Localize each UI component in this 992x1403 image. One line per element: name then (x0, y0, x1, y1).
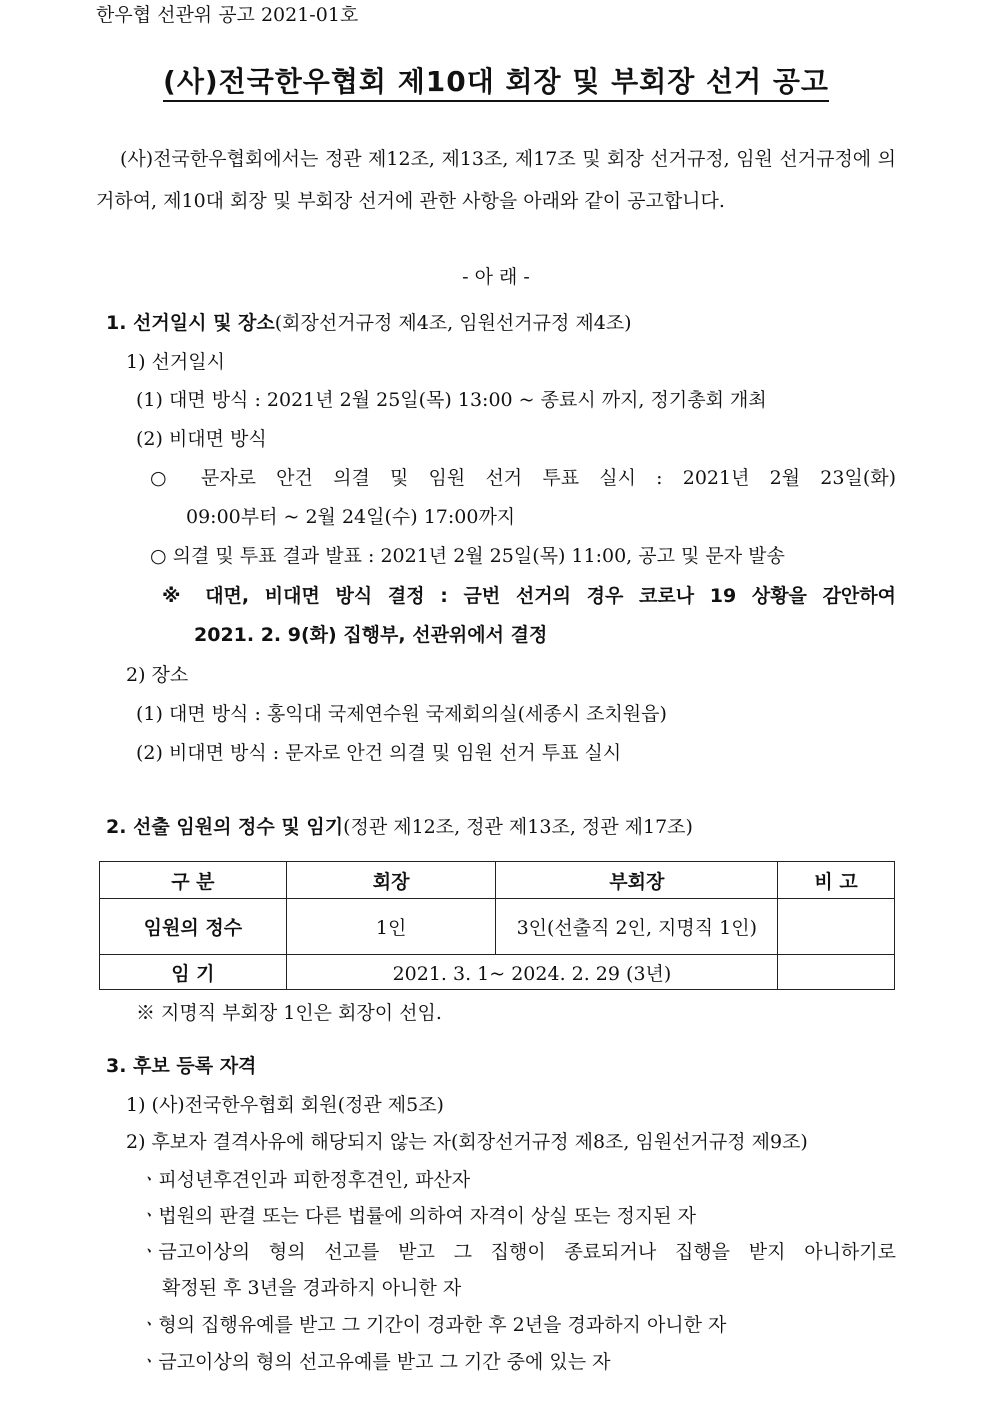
section3-bullet-3-cont: 확정된 후 3년을 경과하지 아니한 자 (162, 1277, 462, 1299)
section2-note: ※ 지명직 부회장 1인은 회장이 선임. (136, 1002, 442, 1024)
section3-heading: 3. 후보 등록 자격 (106, 1055, 257, 1077)
section1-heading-ref: (회장선거규정 제4조, 임원선거규정 제4조) (274, 312, 632, 334)
section1-circle2: ○ 의결 및 투표 결과 발표 : 2021년 2월 25일(목) 11:00, 공고 및 문자 발송 (150, 545, 785, 567)
table-header-vice-president: 부회장 (496, 862, 778, 899)
section1-heading (106, 304, 632, 342)
table-cell-president-count: 1인 (286, 899, 496, 955)
section1-heading-text: 1. 선거일시 및 장소 (106, 312, 275, 334)
table-cell-count-label: 임원의 정수 (100, 899, 287, 955)
table-header-president: 회장 (286, 862, 496, 899)
section3-bullet-5: ㆍ금고이상의 형의 선고유예를 받고 그 기간 중에 있는 자 (140, 1351, 611, 1373)
section3-bullet-4: ㆍ형의 집행유예를 받고 그 기간이 경과한 후 2년을 경과하지 아니한 자 (140, 1314, 727, 1336)
section3-item1: 1) (사)전국한우협회 회원(정관 제5조) (126, 1094, 444, 1116)
table-row (100, 899, 895, 955)
section1-circle1-b: 09:00부터 ~ 2월 24일(수) 17:00까지 (186, 506, 516, 528)
section3-item2: 2) 후보자 결격사유에 해당되지 않는 자(회장선거규정 제8조, 임원선거규정 제9조) (126, 1131, 808, 1153)
intro-paragraph: (사)전국한우협회에서는 정관 제12조, 제13조, 제17조 및 회장 선거규정, 임원 선거규정에 의거하여, 제10대 회장 및 부회장 선거에 관한 사항을 아래와 같이 공고합니다. (96, 148, 896, 212)
table-row (100, 955, 895, 990)
section3-bullet-3: ㆍ금고이상의 형의 선고를 받고 그 집행이 종료되거나 집행을 받지 아니하기로 (140, 1241, 896, 1263)
section1-item2: (2) 비대면 방식 (136, 428, 267, 450)
section1-note-a: ※ 대면, 비대면 방식 결정 : 금번 선거의 경우 코로나 19 상황을 감안하여 (162, 585, 896, 607)
section2-heading-text: 2. 선출 임원의 정수 및 임기 (106, 816, 344, 838)
table-cell-remarks-2 (778, 955, 895, 990)
section1-sub2: 2) 장소 (126, 664, 189, 686)
document-number: 한우협 선관위 공고 2021-01호 (96, 4, 359, 26)
table-header-category: 구 분 (100, 862, 287, 899)
table-cell-term-label: 임 기 (100, 955, 287, 990)
section2-heading-ref: (정관 제12조, 정관 제13조, 정관 제17조) (343, 816, 693, 838)
table-cell-term-value: 2021. 3. 1~ 2024. 2. 29 (3년) (286, 955, 777, 990)
table-header-row (100, 862, 895, 899)
below-marker: - 아 래 - (462, 266, 530, 288)
table-header-remarks: 비 고 (778, 862, 895, 899)
section1-circle1-a: ○ 문자로 안건 의결 및 임원 선거 투표 실시 : 2021년 2월 23일(화) (150, 467, 896, 489)
table-cell-remarks-1 (778, 899, 895, 955)
page-title-text: (사)전국한우협회 제10대 회장 및 부회장 선거 공고 (163, 65, 829, 102)
table-cell-vice-president-count: 3인(선출직 2인, 지명직 1인) (496, 899, 778, 955)
section3-bullet-1: ㆍ피성년후견인과 피한정후견인, 파산자 (140, 1169, 471, 1191)
section1-place2: (2) 비대면 방식 : 문자로 안건 의결 및 임원 선거 투표 실시 (136, 742, 622, 764)
officers-table (99, 861, 895, 990)
section1-note-b: 2021. 2. 9(화) 집행부, 선관위에서 결정 (194, 624, 548, 646)
section1-sub1: 1) 선거일시 (126, 351, 225, 373)
section2-heading (106, 808, 693, 846)
section3-bullet-2: ㆍ법원의 판결 또는 다른 법률에 의하여 자격이 상실 또는 정지된 자 (140, 1205, 696, 1227)
section1-place1: (1) 대면 방식 : 홍익대 국제연수원 국제회의실(세종시 조치원읍) (136, 703, 667, 725)
section1-item1: (1) 대면 방식 : 2021년 2월 25일(목) 13:00 ~ 종료시 까지, 정기총회 개최 (136, 389, 767, 411)
page-title (0, 60, 992, 100)
